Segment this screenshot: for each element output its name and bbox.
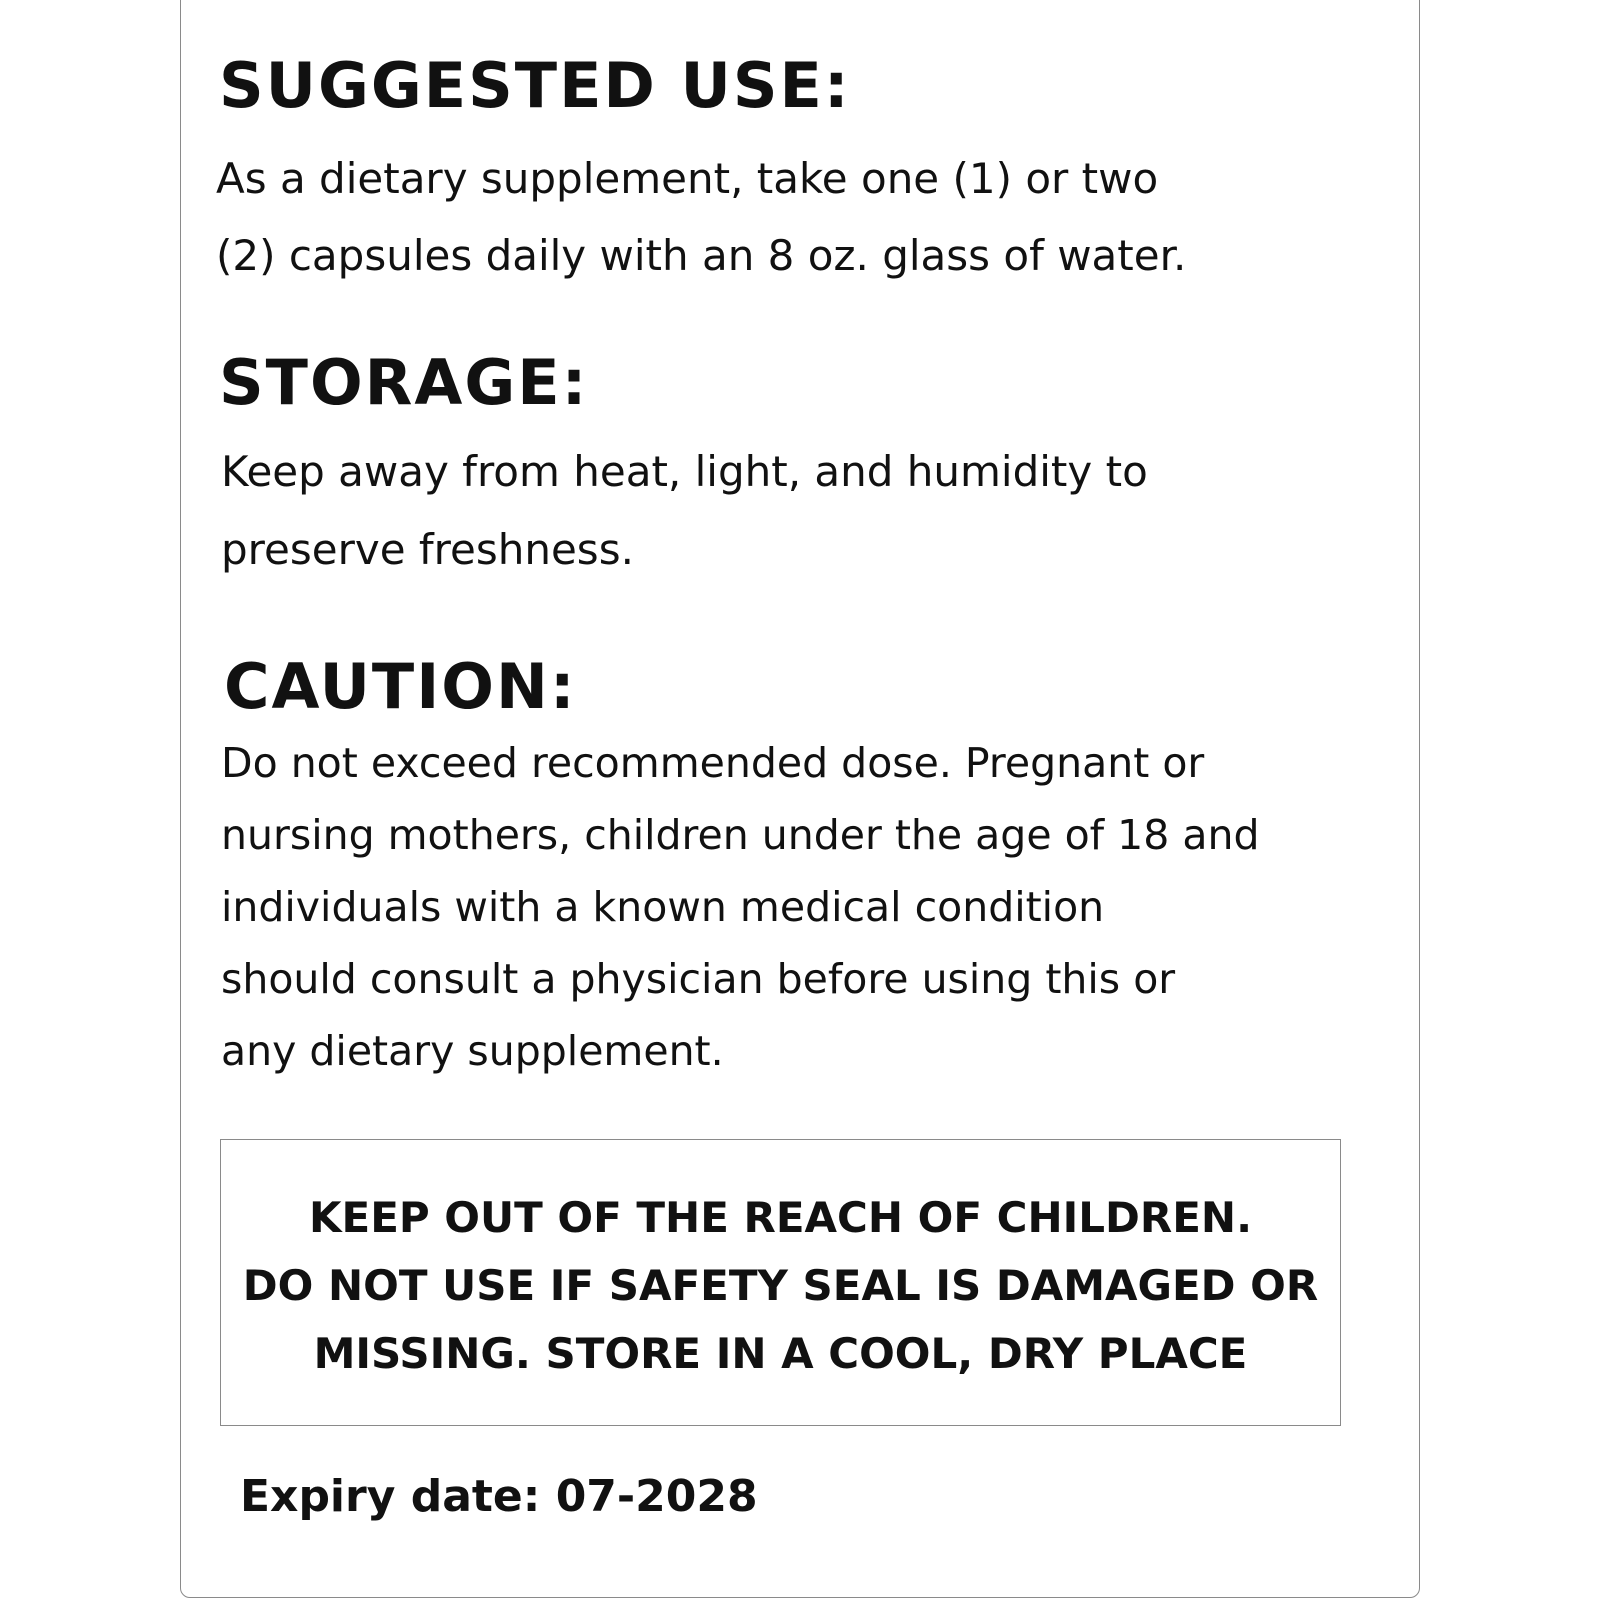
caution-heading: CAUTION: bbox=[224, 650, 577, 723]
storage-heading: STORAGE: bbox=[219, 346, 589, 419]
warning-box bbox=[220, 1139, 1341, 1426]
storage-line: Keep away from heat, light, and humidity to bbox=[221, 447, 1148, 496]
suggested-use-text bbox=[216, 140, 1186, 294]
warning-line: KEEP OUT OF THE REACH OF CHILDREN. bbox=[308, 1193, 1253, 1242]
caution-line: Do not exceed recommended dose. Pregnant or bbox=[221, 739, 1205, 787]
warning-text bbox=[221, 1184, 1340, 1388]
caution-line: individuals with a known medical condition bbox=[221, 883, 1105, 931]
storage-text bbox=[221, 433, 1148, 589]
storage-line: preserve freshness. bbox=[221, 525, 634, 574]
caution-text bbox=[221, 727, 1259, 1087]
expiry-date: Expiry date: 07-2028 bbox=[240, 1471, 758, 1522]
suggested-use-heading: SUGGESTED USE: bbox=[219, 49, 851, 122]
suggested-use-line: As a dietary supplement, take one (1) or two bbox=[216, 154, 1159, 203]
warning-line: MISSING. STORE IN A COOL, DRY PLACE bbox=[313, 1329, 1248, 1378]
caution-line: should consult a physician before using this or bbox=[221, 955, 1176, 1003]
suggested-use-line: (2) capsules daily with an 8 oz. glass of water. bbox=[216, 231, 1187, 280]
warning-line: DO NOT USE IF SAFETY SEAL IS DAMAGED OR bbox=[242, 1261, 1319, 1310]
caution-line: nursing mothers, children under the age of 18 and bbox=[221, 811, 1260, 859]
caution-line: any dietary supplement. bbox=[221, 1027, 724, 1075]
